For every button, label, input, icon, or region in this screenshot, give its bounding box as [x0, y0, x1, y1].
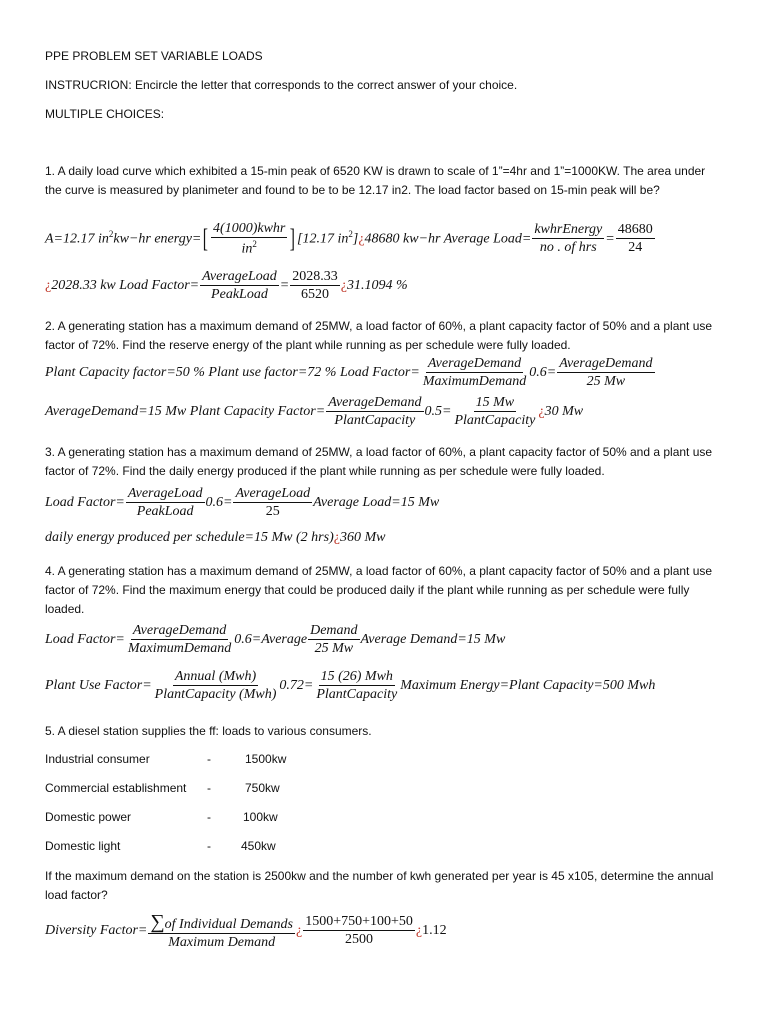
load-dash: -: [207, 781, 211, 795]
doc-title: PPE PROBLEM SET VARIABLE LOADS: [45, 49, 263, 63]
q1-equation-2: ¿2028.33 kw Load Factor= $\frac{\text{AverageLoad}}{\text{PeakLoad}}$ = $\frac{2028.33}{6520}$ ¿31.1094 %: [45, 269, 408, 302]
question-2-text: 2. A generating station has a maximum demand of 25MW, a load factor of 60%, a plant capacity factor of 50% and a plant use factor of 72%. Find the reserve energy of the plant while running as per schedule were fully loaded.: [45, 319, 713, 352]
sigma-icon: ∑: [150, 911, 165, 933]
q4-equation-1: Load Factor= $\frac{\text{AverageDemand}}{\text{MaximumDemand}}$ 0.6=Average $\frac{\text{Demand}}{25 Mw}$ Average Demand=15 Mw: [45, 623, 506, 656]
load-value: 750kw: [245, 781, 280, 795]
question-3-text: 3. A generating station has a maximum demand of 25MW, a load factor of 60%, a plant capacity factor of 50% and a plant use factor of 72%. Find the daily energy produced if the plant while running as per schedule were fully loaded.: [45, 445, 713, 478]
load-dash: -: [207, 752, 211, 766]
question-1-text: 1. A daily load curve which exhibited a 15-min peak of 6520 KW is drawn to scale of 1”=4hr and 1”=1000KW. The area under the curve is measured by planimeter and found to be to be 12.17 in2. The load factor based on 15-min peak will be?: [45, 164, 706, 197]
question-4-text: 4. A generating station has a maximum demand of 25MW, a load factor of 60%, a plant capacity factor of 50% and a plant use factor of 72%. Find the maximum energy that could be produced daily if the plant while running as per schedule were fully loaded.: [45, 564, 713, 616]
q4-equation-2: Plant Use Factor= $\frac{\text{Annual (Mwh)}}{\text{PlantCapacity (Mwh)}}$ 0.72= $\frac{\text{15 (26) Mwh}}{\text{PlantCapacity}}$ Maximum Energy=Plant Capacity=500 Mwh: [45, 669, 656, 702]
instruction-text: INSTRUCRION: Encircle the letter that corresponds to the correct answer of your choice.: [45, 78, 518, 92]
load-name: Industrial consumer: [45, 752, 150, 766]
load-name: Domestic light: [45, 839, 121, 853]
load-value: 100kw: [243, 810, 278, 824]
load-dash: -: [207, 839, 211, 853]
load-name: Commercial establishment: [45, 781, 187, 795]
section-heading: MULTIPLE CHOICES:: [45, 107, 165, 121]
load-value: 1500kw: [245, 752, 287, 766]
question-5-text: 5. A diesel station supplies the ff: loads to various consumers.: [45, 724, 372, 738]
question-5-text-2: If the maximum demand on the station is 2500kw and the number of kwh generated per year is 45 x105, determine the annual load factor?: [45, 869, 714, 902]
q2-equation-1: Plant Capacity factor=50 % Plant use factor=72 % Load Factor= $\frac{\text{AverageDemand}}{\text{MaximumDemand}}$ 0.6= $\frac{\text{AverageDemand}}{25 Mw}$: [45, 356, 653, 389]
q3-equation-1: Load Factor= $\frac{\text{AverageLoad}}{\text{PeakLoad}}$ 0.6= $\frac{\text{AverageLoad}}{25}$ Average Load=15 Mw: [45, 486, 440, 519]
q3-equation-2: daily energy produced per schedule=15 Mw (2 hrs)¿360 Mw: [45, 530, 386, 545]
q5-equation-1: Diversity Factor= $\frac{\text{∑of Individual Demands}}{\text{Maximum Demand}}$ ¿ $\frac{1500+750+100+50}{2500}$ ¿1.12: [45, 911, 447, 950]
q2-equation-2: AverageDemand=15 Mw Plant Capacity Factor= $\frac{\text{AverageDemand}}{\text{PlantCapacity}}$ 0.5= $\frac{15 Mw}{\text{PlantCapacity}}$ ¿30 Mw: [45, 395, 584, 428]
load-value: 450kw: [241, 839, 276, 853]
load-dash: -: [207, 810, 211, 824]
q1-equation-1: A=12.17 $in^2kw-hr$ energy=[ $\frac{\text{4(1000)kwhr}}{in^2}$ ] [12.17 $in^2]¿48680$ kw−hr Average Load= $\frac{\text{kwhrEnergy}}{\text{no . of hrs}}$ = $\frac{48680}{24}$: [45, 221, 653, 257]
load-name: Domestic power: [45, 810, 132, 824]
